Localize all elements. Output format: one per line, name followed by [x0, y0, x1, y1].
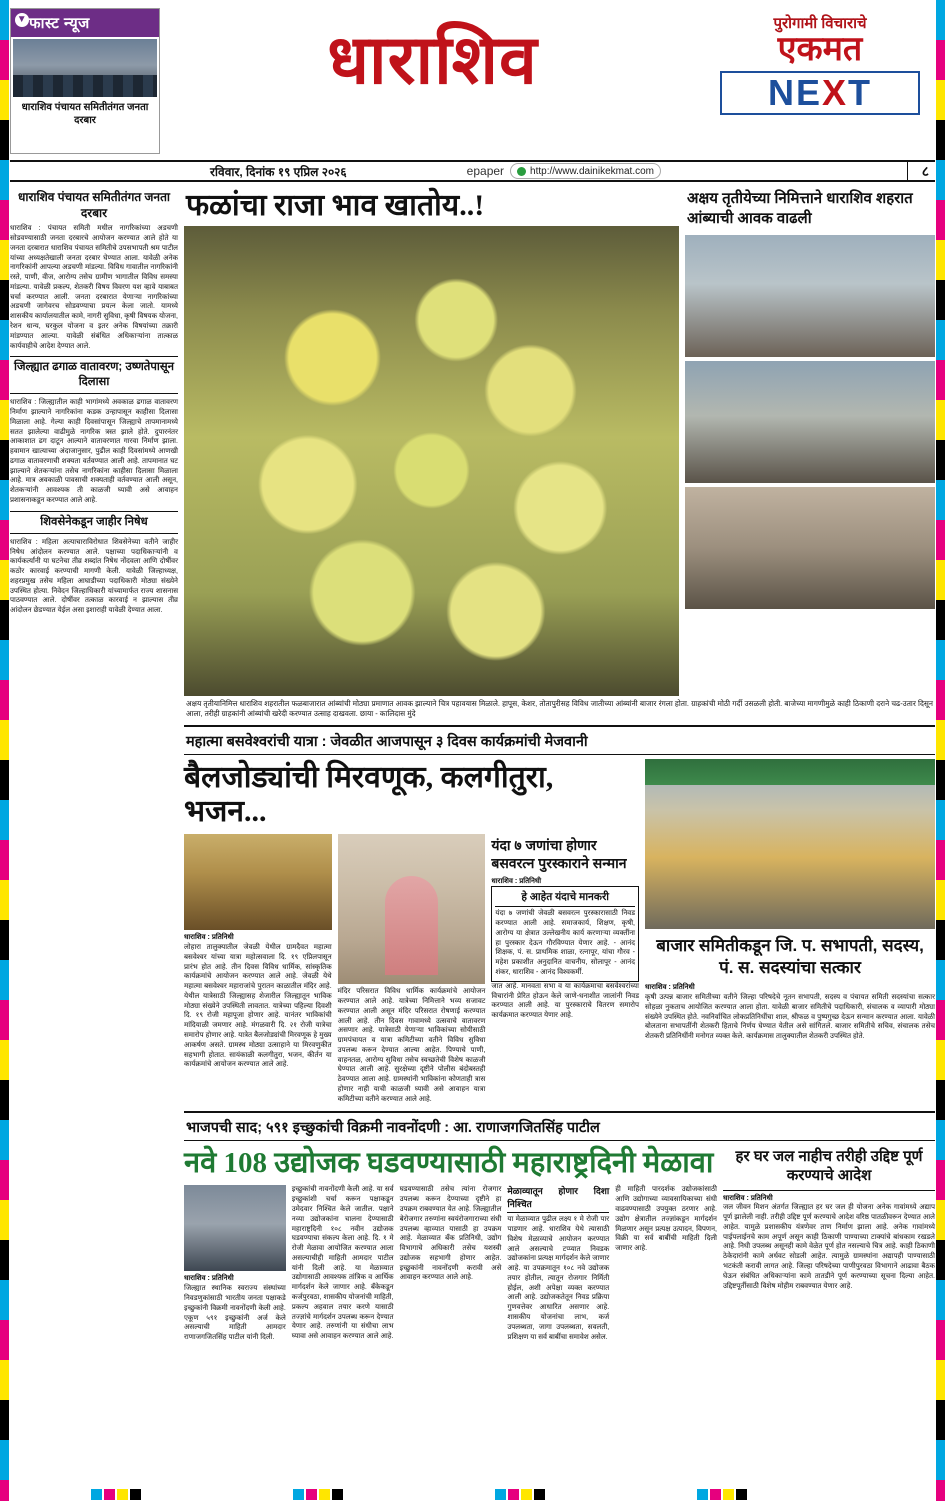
section3-right-headline: हर घर जल नाहीच तरीही उद्दिष्ट पूर्ण करण्याचे आदेश [723, 1145, 935, 1191]
section3-col4-head: मेळाव्यातून होणार दिशा निश्चित [507, 1185, 609, 1213]
next-logo-part1: NE [767, 71, 822, 113]
temple-photo [338, 834, 486, 984]
fast-news-label: फास्ट न्यूज [29, 15, 90, 32]
section3 [184, 1145, 935, 1343]
section2-col4-body: जात आहे. मानवता सभा व या कार्यक्रमाचा बसवेश्वरांच्या विचारांनी प्रेरित होऊन केले जाणे-धनाशीत जालांनी निवड करण्यात आली आहे. या पुरस्काराचे वितरण समारोप कार्यक्रमात करण्यात येणार आहे. [491, 981, 640, 1020]
section2-col3 [491, 834, 639, 1104]
section2-honorees-box [491, 886, 639, 981]
market-photo [685, 361, 935, 483]
mla-portrait [184, 1185, 286, 1271]
top-story-kicker: अक्षय तृतीयेच्या निमित्ताने धाराशिव शहरात आंब्याची आवक वाढली [687, 190, 913, 228]
section2-sub-headline: यंदा ७ जणांचा होणार बसवरत्न पुरस्काराने सन्मान [491, 837, 627, 872]
section2-col2-body: मंदिर परिसरात विविध धार्मिक कार्यक्रमांचे आयोजन करण्यात आले आहे. यात्रेच्या निमित्ताने भव्य सजावट करण्यात आली असून मंदिर परिसरात रोषणाई करण्यात आली आहे. तीन दिवस गावामध्ये उत्सवाचे वातावरण असणार आहे. यात्रेसाठी येणाऱ्या भाविकांच्या सोयीसाठी ग्रामपंचायत व यात्रा कमिटीच्या वतीने विविध सुविधा उपलब्ध करून देण्यात आल्या आहेत. पिण्याचे पाणी, वाहनतळ, आरोग्य सुविधा तसेच स्वच्छतेची विशेष काळजी घेण्यात आली आहे. सुरक्षेच्या दृष्टीने पोलीस बंदोबस्तही ठेवण्यात आला आहे. ग्रामस्थांनी भाविकांना कोणताही त्रास होणार नाही याची काळजी घ्यावी असे आवाहन यात्रा कमिटीच्या वतीने करण्यात आले आहे. [337, 987, 486, 1103]
section3-right [723, 1145, 935, 1343]
main-column [184, 187, 935, 1343]
section3-col3-body: घडवण्यासाठी तसेच त्यांना रोजगार उपलब्ध करून देण्याच्या दृष्टीने हा उपक्रम राबवण्यात येत आहे. जिल्ह्यातील बेरोजगार तरुणांना स्वयंरोजगाराच्या संधी उपलब्ध व्हाव्यात यासाठी हा उपक्रम आहे. मेळाव्यात बँक प्रतिनिधी, उद्योग विभागाचे अधिकारी तसेच यशस्वी उद्योजक सहभागी होणार आहेत. इच्छुकांनी नावनोंदणी करावी असे आवाहन करण्यात आले आहे. [399, 1185, 502, 1282]
section2-col2 [338, 834, 486, 1104]
left-column [10, 187, 178, 1343]
next-logo-part2: T [848, 71, 873, 113]
section2-right [645, 759, 935, 1105]
globe-icon [517, 167, 526, 176]
section2 [184, 759, 935, 1105]
page-number: ८ [907, 162, 929, 181]
section3-col5 [615, 1185, 717, 1342]
website-url: http://www.dainikekmat.com [530, 165, 654, 177]
next-logo [720, 71, 920, 115]
section2-right-headline: बाजार समितीकडून जि. प. सभापती, सदस्य, पं. स. सदस्यांचा सत्कार [656, 935, 924, 978]
section3-col1 [184, 1185, 286, 1342]
left-lead-body: धाराशिव : पंचायत समिती मधील नागरिकांच्या अडचणी सोडवण्यासाठी जनता दरबारचे आयोजन करण्यात आले होते या जनता दरबारात धाराशिव पंचायत समितीचे उपसभापती श्रम पाटील यांच्या अध्यक्षतेखाली जनता दरबार घेण्यात आला. यावेळी अनेक नागरिकांनी आपल्या अडचणी मांडल्या. विविध गावातील नागरिकांनी रस्ते, पाणी, वीज, आरोग्य तसेच ग्रामीण भागातील विविध समस्या मांडल्या. यावेळी प्रकल्प, शेतकरी विषय विवरण यश व्हावे याबाबत चर्चा करण्यात आली. जनता दरबारात येणाऱ्या नागरिकांच्या अडचणी जागेवरच सोडवण्याचा प्रयत्न केला जातो. यामध्ये शासकीय कार्यालयातील कामे, नागरी सुविधा, कृषी विषयक योजना, रेशन धान्य, घरकुल योजना व इतर अनेक विषयांच्या तक्रारी मांडण्यात आल्या. यावेळी संबंधित अधिकाऱ्यांना तात्काळ कार्यवाहीचे आदेश देण्यात आले. [10, 224, 178, 350]
left-section2-headline: जिल्ह्यात ढगाळ वातावरण; उष्णतेपासून दिलासा [10, 356, 178, 394]
left-lead-headline: धाराशिव पंचायत समितीतंगत जनता दरबार [17, 190, 171, 220]
bazaar-committee-photo [645, 759, 935, 929]
section2-box-title: हे आहेत यंदाचे मानकरी [495, 890, 635, 907]
left-section2-body: धाराशिव : जिल्ह्यातील काही भागांमध्ये अवकाळ ढगाळ वातावरण निर्माण झाल्याने नागरिकांना कडक उन्हापासून काहीसा दिलासा मिळाला आहे. गेल्या काही दिवसांपासून जिल्ह्याचे तापमानामध्ये सतत झालेल्या वाढीमुळे नागरिक त्रस्त झाले होते. दुपारनंतर आकाशात ढग दाटून आल्याने वातावरणात गारवा निर्माण झाला. हवामान खात्याच्या अंदाजानुसार, पुढील काही दिवसांमध्ये आणखी ढगाळ वातावरणाची शक्यता वर्तवण्यात आली आहे. तापमानात घट झाल्याने शेतकऱ्यांना तसेच नागरिकांना काहीसा दिलासा मिळाला आहे. मात्र अवकाळी पावसाची शक्यताही वर्तवण्यात आली असून, शेतकऱ्यांनी आवश्यक ती काळजी घ्यावी असे आवाहन प्रशासनाकडून करण्यात आले आहे. [10, 398, 178, 505]
top-story-headline: फळांचा राजा भाव खातोय..! [186, 189, 485, 222]
buyer-photo [685, 487, 935, 609]
brand-name: एकमत [777, 30, 863, 68]
section2-right-body: कृषी उत्पन्न बाजार समितीच्या वतीने जिल्हा परिषदेचे नूतन सभापती, सदस्य व पंचायत समिती सदस्यांचा सत्कार सोहळा नुकताच आयोजित करण्यात आला होता. यावेळी बाजार समितीचे पदाधिकारी, संचालक व व्यापारी मोठ्या संख्येने उपस्थित होते. नवनिर्वाचित लोकप्रतिनिधींचा शाल, श्रीफळ व पुष्पगुच्छ देऊन सन्मान करण्यात आला. यावेळी बोलताना सभापतींनी शेतकरी हिताचे निर्णय घेण्यात येतील असे सांगितले. बाजार समितीचे सचिव, संचालक तसेच शेतकरी प्रतिनिधींनी मनोगत व्यक्त केले. कार्यक्रमास तालुक्यातील शेतकरी उपस्थित होते. [645, 992, 935, 1041]
top-story [184, 187, 935, 696]
section2-left [184, 759, 639, 1105]
section2-band-headline: महात्मा बसवेश्वरांची यात्रा : जेवळीत आजपासून ३ दिवस कार्यक्रमांची मेजवानी [184, 727, 935, 755]
tagline: पुरोगामी विचाराचे [773, 15, 867, 32]
page-title: धाराशिव [327, 22, 538, 98]
body-grid [10, 187, 935, 1343]
next-logo-x: X [822, 71, 849, 113]
section3-main-headline: नवे 108 उद्योजक घडवण्यासाठी महाराष्ट्रदिनी मेळावा [184, 1146, 714, 1179]
fast-news-box [10, 8, 160, 154]
masthead-center [160, 8, 705, 98]
section3-right-byline: धाराशिव : प्रतिनिधी [723, 1193, 773, 1202]
left-section3-body: धाराशिव : महिला अत्याचाराविरोधात शिवसेनेच्या वतीने जाहीर निषेध आंदोलन करण्यात आले. पक्षाच्या पदाधिकाऱ्यांनी व कार्यकर्त्यांनी या घटनेचा तीव्र शब्दांत निषेध नोंदवला आणि दोषींवर कठोर कारवाई करण्याची मागणी केली. यावेळी जिल्हाध्यक्ष, शहरप्रमुख तसेच महिला आघाडीच्या पदाधिकारी मोठ्या संख्येने उपस्थित होत्या. निवेदन जिल्हाधिकारी यांच्यामार्फत राज्य शासनास पाठवण्यात आले. दोषींवर तत्काळ कारवाई न झाल्यास तीव्र आंदोलन छेडण्यात येईल असा इशाराही यावेळी देण्यात आला. [10, 537, 178, 615]
fast-news-tag [11, 9, 159, 37]
fast-news-caption: धाराशिव पंचायत समितीतंगत जनता दरबार [21, 102, 149, 126]
section3-col2-body: इच्छुकांची नावनोंदणी केली आहे. या सर्व इच्छुकांशी चर्चा करून पक्षाकडून उमेदवार निश्चित केले जातील. पक्षाने नव्या उद्योजकांना चालना देण्यासाठी महाराष्ट्रदिनी १०८ नवीन उद्योजक घडवण्याचा संकल्प केला आहे. दि. १ मे रोजी मेळावा आयोजित करण्यात आला असल्याचीही माहिती आमदार पाटील यांनी दिली आहे. या मेळाव्यात उद्योगासाठी आवश्यक तांत्रिक व आर्थिक मार्गदर्शन केले जाणार आहे. बँकेकडून कर्जपुरवठा, शासकीय योजनांची माहिती, प्रकल्प अहवाल तयार करणे यासाठी तज्ज्ञांचे मार्गदर्शन उपलब्ध करून देण्यात येणार आहे. तरुणांनी या संधीचा लाभ घ्यावा असे आवाहन करण्यात आले आहे. [291, 1185, 394, 1341]
epaper-label: epaper [466, 164, 505, 178]
section3-left [184, 1145, 717, 1343]
color-registration-bar [0, 1487, 945, 1501]
right-registration-edge [936, 0, 945, 1501]
section2-right-byline: धाराशिव : प्रतिनिधी [645, 983, 695, 992]
masthead [10, 8, 935, 158]
section2-byline2: धाराशिव : प्रतिनिधी [491, 876, 542, 885]
mango-photo [184, 226, 679, 696]
basaveshwar-portrait [184, 834, 332, 930]
masthead-right [705, 8, 935, 115]
top-story-credit: छाया - कालिदास मुंदे [359, 708, 416, 718]
section3-col2 [292, 1185, 394, 1342]
section3-col3 [400, 1185, 502, 1342]
section2-main-headline: बैलजोड्यांची मिरवणूक, कलगीतुरा, भजन... [184, 760, 554, 828]
section3-byline: धाराशिव : प्रतिनिधी [184, 1274, 234, 1283]
section3-band-headline: भाजपची साद; ५९१ इच्छुकांची विक्रमी नावनोंदणी : आ. राणाजगजितसिंह पाटील [184, 1113, 935, 1141]
section3-col5-body: ही माहिती पारदर्शक उद्योजकांसाठी आणि उद्योगाच्या व्यावसायिकाच्या संधी वाढवण्यासाठी उपयुक्त ठरणार आहे. उद्योग क्षेत्रातील तज्ज्ञांकडून मार्गदर्शन मिळणार असून प्रत्यक्ष उत्पादन, विपणन, विक्री या सर्व बाबींची माहिती दिली जाणार आहे. [615, 1185, 717, 1253]
photo-strip [685, 187, 935, 696]
section3-col4-body: या मेळाव्यात पुढील लक्ष्य १ मे रोजी पार पाडणार आहे. धाराशिव येथे त्यासाठी विशेष मेळाव्याचे आयोजन करण्यात आले असल्याचे टप्प्यात निवडक उद्योजकांना प्रत्यक्ष मार्गदर्शन केले जाणार आहे. या उपक्रमातून १०८ नवे उद्योजक तयार होतील, त्यातून रोजगार निर्मिती होईल, अशी अपेक्षा व्यक्त करण्यात आली आहे. उद्योजकतेतून निवड प्रक्रिया गुणवत्तेवर आधारित असणार आहे. शासकीय योजनांचा लाभ, कर्ज उपलब्धता, जागा उपलब्धता, सवलती, प्रशिक्षण या सर्व बाबींचा समावेश असेल. [507, 1215, 610, 1341]
section2-box-body: यंदा ७ जणांची जेवळी बसवरत्न पुरस्कारासाठी निवड करण्यात आली आहे. समाजकार्य, शिक्षण, कृषी, आरोग्य या क्षेत्रात उल्लेखनीय कार्य करणाऱ्या व्यक्तींना हा पुरस्कार देऊन गौरविण्यात येणार आहे. - आनंद शिक्षक, पं. स. प्राथमिक शाळा, रत्नापूर, यांचा गौरव - महेश प्रकाशीत अनुदानित वाचनीय, सोलापूर - आनंद शंकर, धाराशिव - आनंद विश्वकर्मी. [495, 909, 636, 976]
section3-right-body: जल जीवन मिशन अंतर्गत जिल्ह्यात हर घर जल ही योजना अनेक गावांमध्ये अद्याप पूर्ण झालेली नाही. तरीही उद्दिष्ट पूर्ण करण्याचे आदेश वरिष्ठ पातळीवरून देण्यात आले आहेत. यामुळे प्रशासकीय यंत्रणेवर ताण निर्माण झाला आहे. अनेक गावांमध्ये पाईपलाईनचे काम अपूर्ण असून काही ठिकाणी पाण्याच्या टाक्यांचे बांधकाम रखडले आहे. निधी उपलब्ध असूनही कामे वेळेत पूर्ण होत नसल्याचे चित्र आहे. काही ठिकाणी ठेकेदारांनी कामे अर्धवट सोडली आहेत. त्यामुळे ग्रामस्थांना अद्यापही पाण्यासाठी भटकंती करावी लागत आहे. जिल्हा परिषदेच्या पाणीपुरवठा विभागाने आढावा बैठक घेऊन संबंधित अधिकाऱ्यांना कामे तातडीने पूर्ण करण्याच्या सूचना दिल्या आहेत. उद्दिष्टपूर्तीसाठी विशेष मोहीम राबवण्यात येणार आहे. [723, 1203, 935, 1290]
top-story-caption-text: अक्षय तृतीयानिमित्त धाराशिव शहरातील फळबाजारात आंब्यांची मोठ्या प्रमाणात आवक झाल्याने चित्र पहावयास मिळाले. हापूस, केशर, तोतापुरीसह विविध जातीच्या आंब्यांनी बाजार रंगला होता. ग्राहकांची मोठी गर्दी उसळली होती. बाजेच्या मागणीमुळे काही ठिकाणी दराने चढ-उतार दिसून आला, तरीही ग्राहकांनी आंब्यांची खरेदी करण्यात उत्साह दाखवला. [186, 699, 933, 718]
chevron-down-icon: ▼ [16, 14, 28, 25]
street-vendor-photo [685, 235, 935, 357]
left-registration-edge [0, 0, 9, 1501]
fast-news-photo [13, 39, 157, 97]
top-story-caption [184, 696, 935, 719]
section2-columns [184, 834, 639, 1104]
website-url-box[interactable] [510, 163, 661, 179]
left-section3-headline: शिवसेनेकडून जाहीर निषेध [10, 511, 178, 534]
section2-col1-body: लोहारा तालुक्यातील जेवळी येथील ग्रामदैवत महात्मा बसवेश्वर यांच्या यात्रा महोत्सवाला दि. १९ एप्रिलपासून प्रारंभ होत आहे. तीन दिवस विविध धार्मिक, सांस्कृतिक कार्यक्रमांचे आयोजन करण्यात आले आहे. जेवळी येथे महात्मा बसवेश्वर महाराजांचे पुरातन काळातील मंदिर आहे. येथील यात्रेसाठी जिल्ह्यासह शेजारील जिल्ह्यातून भाविक मोठ्या संख्येने उपस्थिती लावतात. यात्रेच्या पहिल्या दिवशी दि. १९ रोजी महापूजा होणार आहे. यानंतर भाविकांची मांदियाळी जमणार आहे. मंगळवारी दि. २१ रोजी यात्रेचा समारोप होणार आहे. यात्रेत बैलजोड्यांची मिरवणूक हे मुख्य आकर्षण असते. ग्रामस्थ मोठ्या उत्साहाने या मिरवणुकीत सहभागी होतात. सायंकाळी कलगीतुरा, भजन, कीर्तन या कार्यक्रमांचे आयोजन करण्यात आले आहे. [184, 942, 332, 1069]
section2-byline1: धाराशिव : प्रतिनिधी [184, 933, 234, 942]
section3-col1-body: जिल्ह्यात स्थानिक स्वराज्य संस्थांच्या निवडणुकांसाठी भारतीय जनता पक्षाकडे इच्छुकांनी विक्रमी नावनोंदणी केली आहे. एकूण ५९१ इच्छुकांनी अर्ज केले असल्याची माहिती आमदार राणाजगजितसिंह पाटील यांनी दिली. [184, 1284, 286, 1342]
section3-columns [184, 1185, 717, 1342]
section3-col4 [507, 1185, 609, 1342]
section2-col1 [184, 834, 332, 1104]
issue-date: रविवार, दिनांक १९ एप्रिल २०२६ [210, 164, 347, 179]
date-bar [10, 160, 935, 182]
